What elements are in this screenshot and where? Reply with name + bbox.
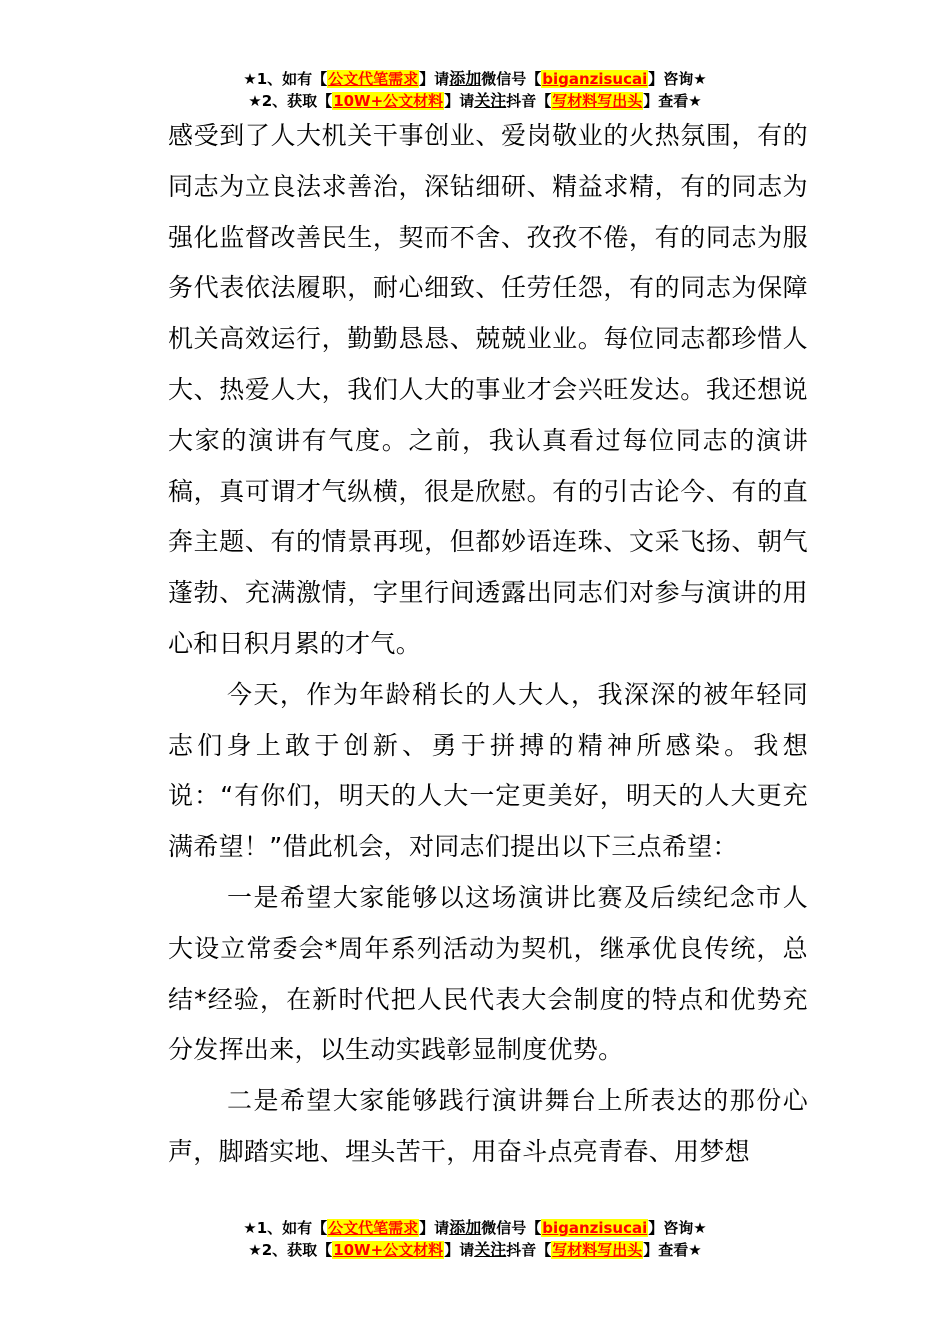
banner-text: 】请: [444, 1241, 475, 1259]
banner-text: ★2、获取【: [248, 92, 333, 110]
banner-highlight: 10W+公文材料: [333, 92, 444, 110]
banner-text: ★1、如有【: [243, 70, 328, 88]
footer-banner: [0, 1217, 950, 1261]
banner-text: 】查看★: [643, 1241, 702, 1259]
banner-line-1: [0, 68, 950, 90]
banner-text: 抖音【: [506, 92, 552, 110]
banner-text: 】查看★: [643, 92, 702, 110]
banner-highlight: 写材料写出头: [552, 92, 643, 110]
banner-highlight: 公文代笔需求: [328, 70, 419, 88]
paragraph-3: 一是希望大家能够以这场演讲比赛及后续纪念市人大设立常委会*周年系列活动为契机，继承优良传统，总结*经验，在新时代把人民代表大会制度的特点和优势充分发挥出来，以生动实践彰显制度优势。: [168, 882, 808, 1065]
banner-text: 】咨询★: [648, 1219, 707, 1237]
banner-text: 微信号【: [481, 1219, 542, 1237]
banner-text: ★1、如有【: [243, 1219, 328, 1237]
banner-highlight: 10W+公文材料: [333, 1241, 444, 1259]
banner-highlight: 公文代笔需求: [328, 1219, 419, 1237]
banner-line-2: [0, 90, 950, 112]
banner-highlight: biganzisucai: [542, 1219, 648, 1237]
banner-text: ★2、获取【: [248, 1241, 333, 1259]
banner-text: 】请: [419, 70, 450, 88]
paragraph-1: 感受到了人大机关干事创业、爱岗敬业的火热氛围，有的同志为立良法求善治，深钻细研、精益求精，有的同志为强化监督改善民生，契而不舍、孜孜不倦，有的同志为服务代表依法履职，耐心细致、任劳任怨，有的同志为保障机关高效运行，勤勤恳恳、兢兢业业。每位同志都珍惜人大、热爱人大，我们人大的事业才会兴旺发达。我还想说大家的演讲有气度。之前，我认真看过每位同志的演讲稿，真可谓才气纵横，很是欣慰。有的引古论今、有的直奔主题、有的情景再现，但都妙语连珠、文采飞扬、朝气蓬勃、充满激情，字里行间透露出同志们对参与演讲的用心和日积月累的才气。: [168, 121, 808, 658]
paragraph-4: 二是希望大家能够践行演讲舞台上所表达的那份心声，脚踏实地、埋头苦干，用奋斗点亮青春、用梦想: [168, 1086, 808, 1166]
banner-line-1: [0, 1217, 950, 1239]
banner-emphasis: 关注: [474, 91, 507, 110]
banner-emphasis: 添加: [449, 1218, 482, 1237]
banner-text: 】咨询★: [648, 70, 707, 88]
banner-highlight: biganzisucai: [542, 70, 648, 88]
banner-text: 】请: [419, 1219, 450, 1237]
header-banner: [0, 68, 950, 112]
banner-text: 微信号【: [481, 70, 542, 88]
document-body: [168, 111, 808, 1178]
banner-emphasis: 添加: [449, 69, 482, 88]
paragraph-2: 今天，作为年龄稍长的人大人，我深深的被年轻同志们身上敢于创新、勇于拼搏的精神所感染。我想说：“有你们，明天的人大一定更美好，明天的人大更充满希望！”借此机会，对同志们提出以下三点希望：: [168, 679, 808, 862]
banner-line-2: [0, 1239, 950, 1261]
banner-highlight: 写材料写出头: [552, 1241, 643, 1259]
banner-text: 抖音【: [506, 1241, 552, 1259]
banner-text: 】请: [444, 92, 475, 110]
banner-emphasis: 关注: [474, 1240, 507, 1259]
